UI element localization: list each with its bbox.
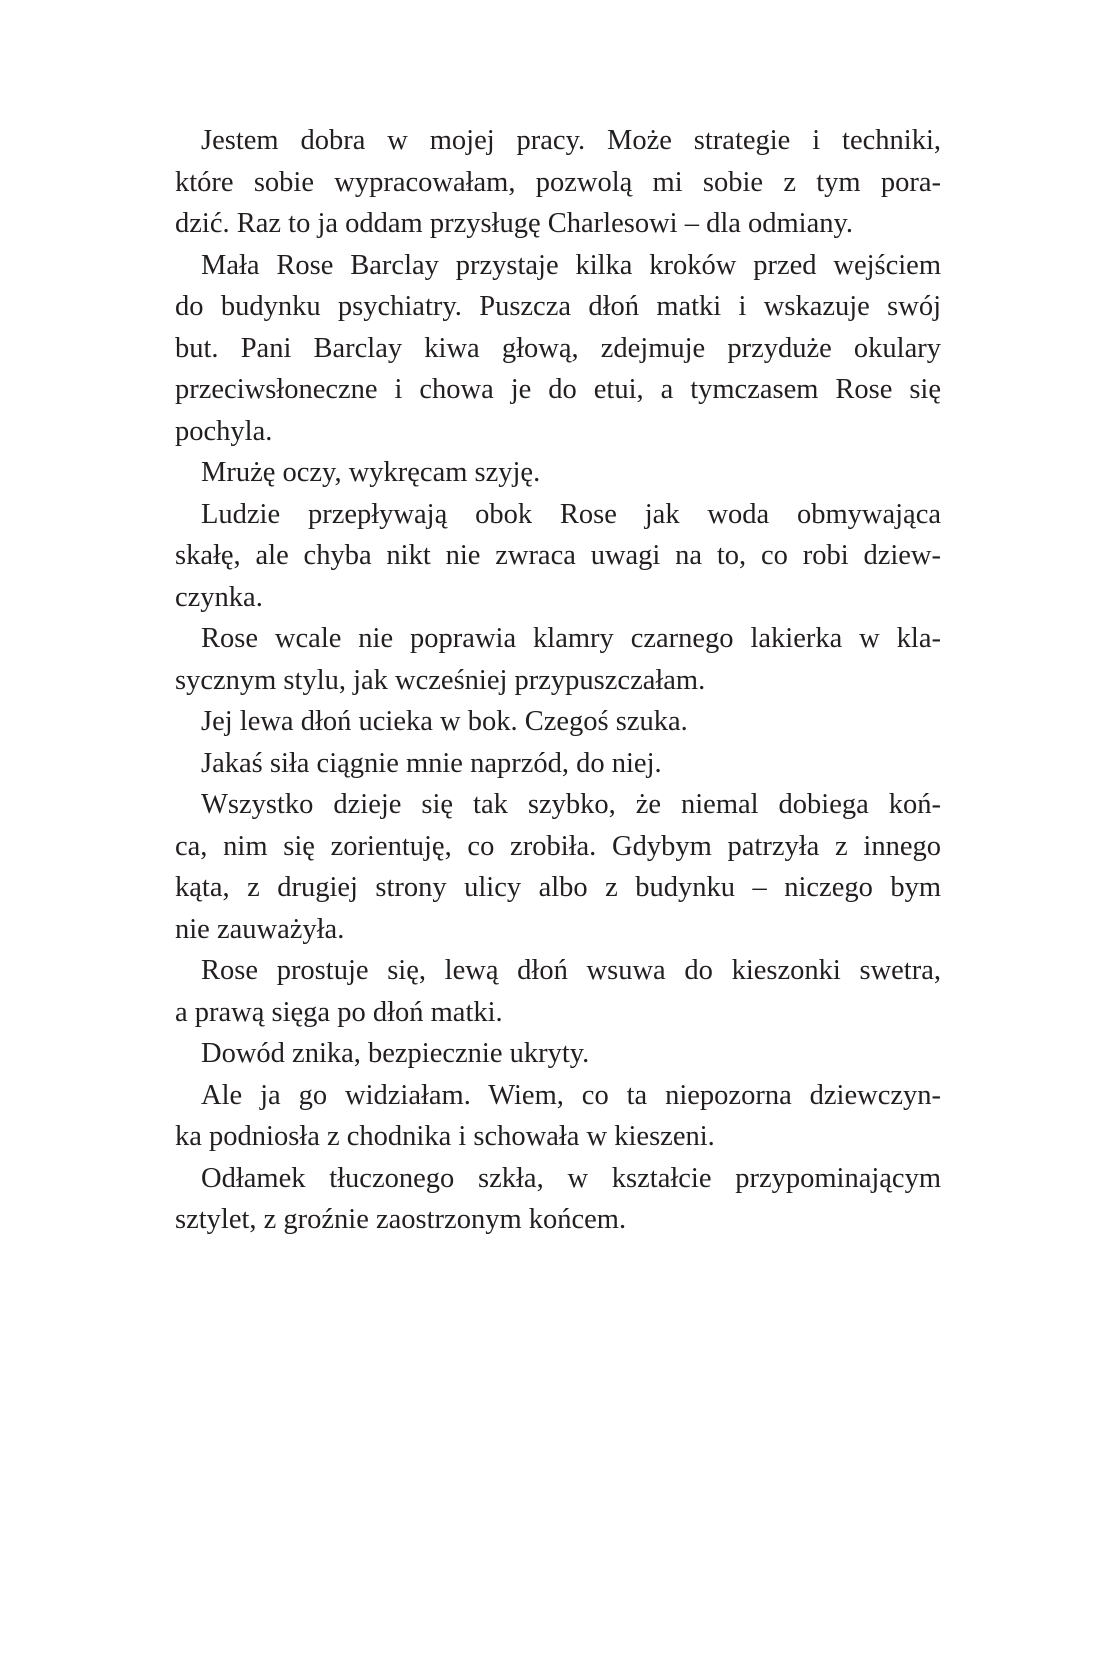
text-line: które sobie wypracowałam, pozwolą mi sobie z tym pora-: [175, 166, 941, 198]
text-line: ka podniosła z chodnika i schowała w kieszeni.: [175, 1121, 715, 1152]
paragraph: [175, 1158, 941, 1241]
text-line: sztylet, z groźnie zaostrzonym końcem.: [175, 1204, 627, 1235]
text-line: pochyla.: [175, 415, 273, 447]
book-page-text: [175, 120, 941, 1241]
text-line: kąta, z drugiej strony ulicy albo z budynku – niczego bym: [175, 872, 941, 903]
text-line: Dowód znika, bezpiecznie ukryty.: [201, 1038, 590, 1069]
text-line: Jakaś siła ciągnie mnie naprzód, do niej.: [201, 747, 662, 779]
text-line: skałę, ale chyba nikt nie zwraca uwagi na to, co robi dziew-: [175, 540, 941, 571]
text-line: Jej lewa dłoń ucieka w bok. Czegoś szuka.: [201, 706, 688, 737]
paragraph: [175, 1033, 941, 1075]
text-line: a prawą sięga po dłoń matki.: [175, 996, 503, 1028]
paragraph: [175, 701, 941, 743]
paragraph: [175, 784, 941, 950]
text-line: Mała Rose Barclay przystaje kilka kroków przed wejściem: [201, 249, 941, 281]
text-line: nie zauważyła.: [175, 913, 345, 945]
text-line: Ludzie przepływają obok Rose jak woda obmywająca: [201, 498, 941, 530]
text-line: Odłamek tłuczonego szkła, w kształcie przypominającym: [201, 1162, 941, 1194]
text-line: czynka.: [175, 581, 263, 613]
paragraph: [175, 743, 941, 785]
text-line: Rose wcale nie poprawia klamry czarnego lakierka w kla-: [201, 623, 941, 654]
text-line: dzić. Raz to ja oddam przysługę Charlesowi – dla odmiany.: [175, 208, 854, 239]
text-line: do budynku psychiatry. Puszcza dłoń matki i wskazuje swój: [175, 291, 941, 322]
text-line: Mrużę oczy, wykręcam szyję.: [201, 457, 541, 488]
paragraph: [175, 494, 941, 619]
text-line: Wszystko dzieje się tak szybko, że niemal dobiega koń-: [201, 789, 941, 820]
paragraph: [175, 120, 941, 245]
text-line: przeciwsłoneczne i chowa je do etui, a tymczasem Rose się: [175, 374, 941, 405]
text-line: Ale ja go widziałam. Wiem, co ta niepozorna dziewczyn-: [201, 1079, 941, 1111]
text-line: ca, nim się zorientuję, co zrobiła. Gdybym patrzyła z innego: [175, 830, 941, 862]
paragraph: [175, 1075, 941, 1158]
text-line: Jestem dobra w mojej pracy. Może strategie i techniki,: [201, 125, 941, 156]
text-line: but. Pani Barclay kiwa głową, zdejmuje przyduże okulary: [175, 332, 941, 364]
paragraph: [175, 452, 941, 494]
paragraph: [175, 618, 941, 701]
text-line: Rose prostuje się, lewą dłoń wsuwa do kieszonki swetra,: [201, 955, 941, 986]
text-line: sycznym stylu, jak wcześniej przypuszczałam.: [175, 664, 706, 696]
paragraph: [175, 950, 941, 1033]
paragraph: [175, 245, 941, 453]
